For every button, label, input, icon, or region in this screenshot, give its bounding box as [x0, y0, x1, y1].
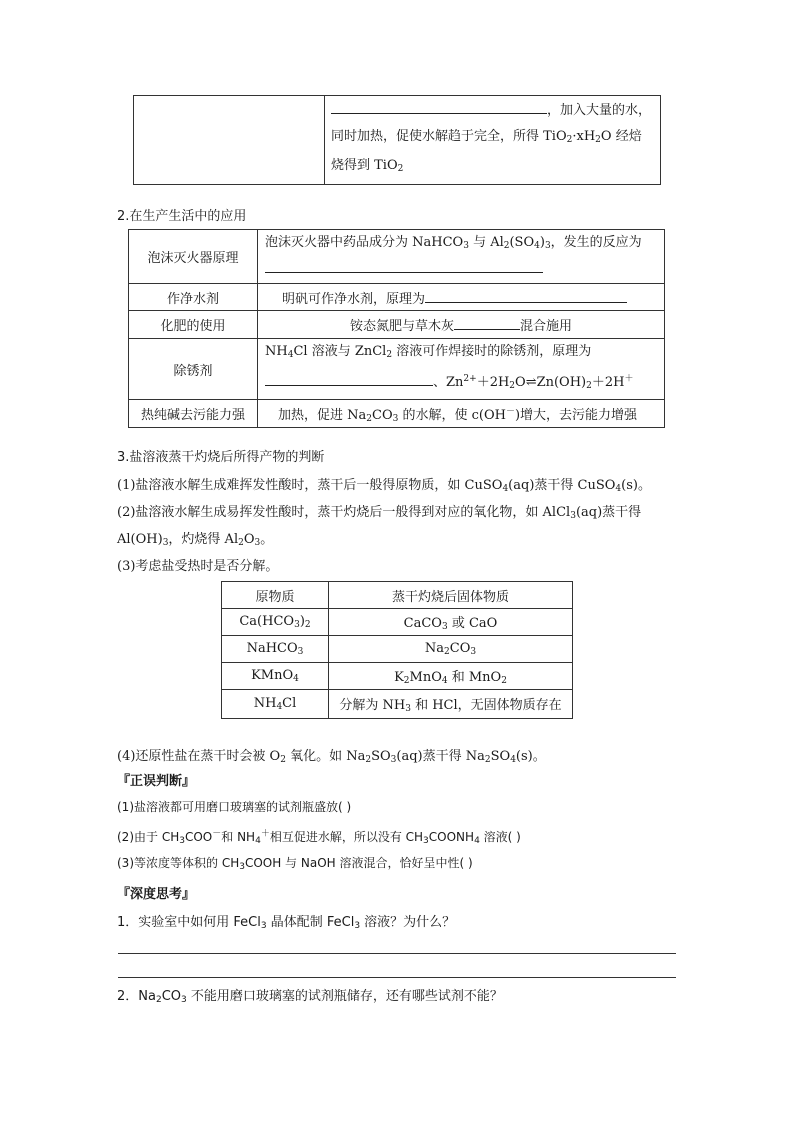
- salt-table: [221, 581, 573, 719]
- section3-p4: (4)还原性盐在蒸干时会被 $O_2$ 氧化。如 $Na_2SO_3(aq)$蒸干得 $Na_2SO_4(s)$。: [117, 749, 546, 765]
- judge-q2: (2)由于 $CH_3COO^-$和 $NH_4^+$相互促进水解，所以没有 $CH_3COONH_4$ 溶液( ): [117, 829, 521, 846]
- salt-row-original: KMnO$_4$: [222, 663, 329, 690]
- salt-row-original: $Ca(HCO_3)_2$: [222, 609, 329, 636]
- judge-q1: (1)盐溶液都可用磨口玻璃塞的试剂瓶盛放( ): [117, 800, 352, 814]
- app-text-rust: $NH_4Cl$ 溶液与 ZnCl$_2$ 溶液可作焊接时的除锈剂，原理为 、$Zn^{2+}+2H_2O\rightleftharpoons Zn(OH)_2+2H^+$: [258, 339, 665, 400]
- section3-p1: (1)盐溶液水解生成难挥发性酸时，蒸干后一般得原物质，如 CuSO$_4$(aq)蒸干得 CuSO$_4$(s)。: [117, 478, 651, 494]
- app-label-soda: 热纯碱去污能力强: [129, 400, 258, 428]
- salt-row-original: NaHCO$_3$: [222, 636, 329, 663]
- top-table-left-cell: [134, 96, 325, 185]
- application-table: [128, 229, 665, 428]
- app-text-fertilizer: 铵态氮肥与草木灰 混合施用: [258, 311, 665, 339]
- salt-row-original: $NH_4Cl$: [222, 690, 329, 719]
- salt-header-original: 原物质: [222, 582, 329, 609]
- answer-line: [118, 977, 676, 978]
- app-text-foam: 泡沫灭火器中药品成分为 NaHCO$_3$ 与 $Al_2(SO_4)_3$，发生的反应为: [258, 230, 665, 284]
- section3-title: 3.盐溶液蒸干灼烧后所得产物的判断: [117, 450, 325, 465]
- section3-p2-cont: $Al(OH)_3$，灼烧得 $Al_2O_3$。: [117, 532, 274, 548]
- top-table: [133, 95, 661, 185]
- app-label-foam: 泡沫灭火器原理: [129, 230, 258, 284]
- app-label-water: 作净水剂: [129, 284, 258, 311]
- answer-line: [118, 953, 676, 954]
- section2-title: 2.在生产生活中的应用: [117, 209, 247, 224]
- salt-row-product: $Na_2CO_3$: [329, 636, 573, 663]
- judge-title: 『正误判断』: [117, 774, 196, 789]
- judge-q3: (3)等浓度等体积的 $CH_3COOH$ 与 NaOH 溶液混合，恰好呈中性( ): [117, 856, 473, 872]
- think-title: 『深度思考』: [117, 887, 196, 902]
- app-text-soda: 加热，促进 $Na_2CO_3$ 的水解，使 c(OH－)增大，去污能力增强: [258, 400, 665, 428]
- section3-p2: (2)盐溶液水解生成易挥发性酸时，蒸干灼烧后一般得到对应的氧化物，如 AlCl$_3$(aq)蒸干得: [117, 505, 642, 521]
- section3-p3: (3)考虑盐受热时是否分解。: [117, 559, 279, 574]
- think-q2: 2．$Na_2CO_3$ 不能用磨口玻璃塞的试剂瓶储存，还有哪些试剂不能？: [117, 989, 503, 1005]
- salt-row-product: 分解为 $NH_3$ 和 HCl，无固体物质存在: [329, 690, 573, 719]
- app-text-water: 明矾可作净水剂，原理为: [258, 284, 665, 311]
- top-table-right-cell: ，加入大量的水， 同时加热，促使水解趋于完全，所得 $TiO_2\cdot xH_2O$ 经焙 烧得到 TiO$_2$: [325, 96, 661, 185]
- salt-row-product: $K_2MnO_4$ 和 MnO$_2$: [329, 663, 573, 690]
- salt-header-product: 蒸干灼烧后固体物质: [329, 582, 573, 609]
- salt-row-product: CaCO$_3$ 或 CaO: [329, 609, 573, 636]
- app-label-rust: 除锈剂: [129, 339, 258, 400]
- app-label-fertilizer: 化肥的使用: [129, 311, 258, 339]
- think-q1: 1．实验室中如何用 FeCl$_3$ 晶体配制 FeCl$_3$ 溶液？为什么？: [117, 915, 456, 931]
